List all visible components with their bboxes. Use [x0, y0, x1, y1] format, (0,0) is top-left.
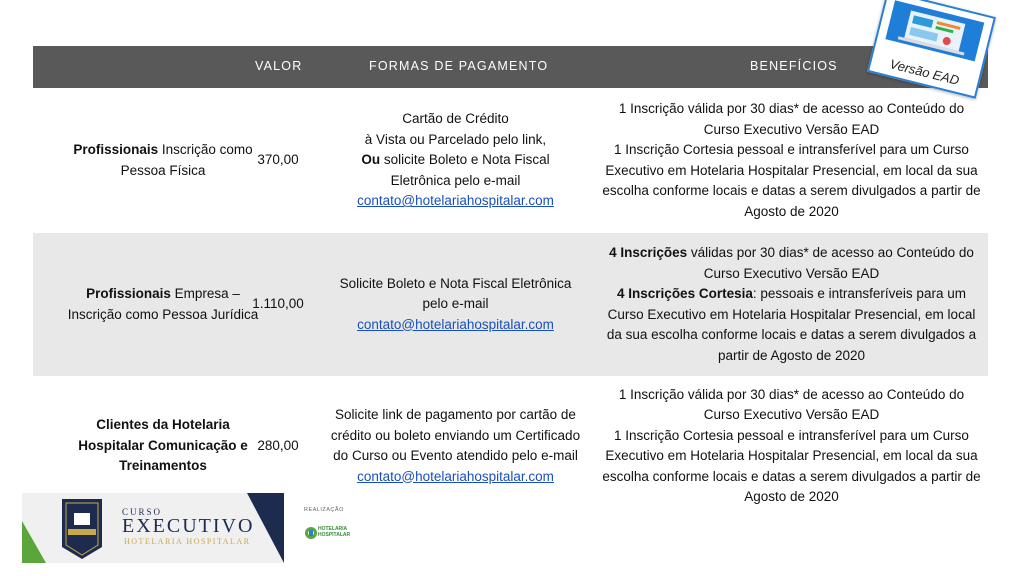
logo-executivo: EXECUTIVO — [122, 515, 255, 537]
pagamento-cell — [333, 233, 578, 376]
valor: 280,00 — [257, 437, 299, 453]
pagamento-line: à Vista ou Parcelado pelo link, — [364, 131, 547, 147]
logo-curso: CURSO — [122, 507, 163, 517]
beneficio-text: 1 Inscrição Cortesia pessoal e intransferível para um Curso Executivo em Hotelaria Hospitalar Presencial, em local da sua escolha conforme locais e datas a serem divulgados a partir de Agosto de 2020 — [602, 427, 981, 504]
pagamento-line: Eletrônica pelo e-mail — [390, 172, 521, 188]
pagamento-cell — [333, 88, 578, 233]
valor: 1.110,00 — [252, 296, 304, 312]
laptop-screen-icon — [885, 0, 984, 61]
pagamento-line: Solicite link de pagamento por cartão de crédito ou boleto enviando um Certificado do Curso ou Evento atendido pelo e-mail — [330, 407, 581, 463]
beneficio-text: 1 Inscrição válida por 30 dias* de acesso ao Conteúdo do Curso Executivo Versão EAD — [618, 386, 965, 422]
beneficio-text: válidas por 30 dias* de acesso ao Conteúdo do Curso Executivo Versão EAD — [687, 245, 974, 281]
categoria-text: Empresa – Inscrição como Pessoa Jurídica — [67, 286, 259, 322]
email-link[interactable]: contato@hotelariahospitalar.com — [357, 193, 554, 209]
hh-logo-line: HOTELARIA — [318, 526, 348, 532]
pagamento-line: Cartão de Crédito — [402, 111, 509, 127]
hotelaria-hospitalar-logo-text — [318, 526, 350, 538]
hh-logo-line: HOSPITALAR — [318, 532, 351, 538]
beneficios-cell — [600, 88, 983, 233]
realizacao-label: REALIZAÇÃO — [304, 507, 344, 513]
valor: 370,00 — [257, 152, 299, 168]
pagamento-ou: Ou — [361, 152, 381, 168]
beneficios-cell — [600, 376, 983, 516]
pagamento-line: solicite Boleto e Nota Fiscal — [380, 152, 550, 168]
pagamento-line: pelo e-mail — [422, 296, 489, 312]
categoria-text: Inscrição como Pessoa Física — [120, 142, 253, 178]
email-link[interactable]: contato@hotelariahospitalar.com — [357, 468, 554, 484]
table-row — [33, 88, 988, 233]
header-valor: VALOR — [255, 59, 303, 73]
valor-cell — [238, 88, 318, 233]
beneficios-cell — [600, 233, 983, 376]
versao-ead-label: Versão EAD — [888, 56, 961, 88]
curso-executivo-logo — [22, 493, 284, 563]
valor-cell — [238, 233, 318, 376]
header-formas-pagamento: FORMAS DE PAGAMENTO — [369, 59, 549, 73]
pagamento-cell — [323, 376, 588, 516]
categoria-bold: Profissionais — [86, 286, 171, 301]
categoria-bold: Profissionais — [73, 142, 159, 157]
beneficio-bold: 4 Inscrições Cortesia — [617, 286, 753, 301]
categoria-bold: Clientes da Hotelaria Hospitalar Comunicação e Treinamentos — [78, 417, 248, 474]
header-beneficios: BENEFÍCIOS — [750, 59, 838, 73]
beneficio-text: 1 Inscrição válida por 30 dias* de acesso ao Conteúdo do Curso Executivo Versão EAD — [618, 101, 965, 137]
table-row — [33, 233, 988, 376]
beneficio-text: 1 Inscrição Cortesia pessoal e intransferível para um Curso Executivo em Hotelaria Hospitalar Presencial, em local da sua escolha conforme locais e datas a serem divulgados a partir de Agosto de 2020 — [602, 142, 981, 219]
beneficio-bold: 4 Inscrições — [609, 245, 688, 260]
pagamento-line: Solicite Boleto e Nota Fiscal Eletrônica — [339, 275, 572, 291]
logo-hotelaria: HOTELARIA HOSPITALAR — [124, 537, 251, 546]
table-header — [33, 46, 988, 88]
email-link[interactable]: contato@hotelariahospitalar.com — [357, 316, 554, 332]
beneficio-text: : pessoais e intransferíveis para um Curso Executivo em Hotelaria Hospitalar Presencial, em local da sua escolha conforme locais e datas a serem divulgados a partir de Agosto de 2020 — [606, 286, 977, 363]
